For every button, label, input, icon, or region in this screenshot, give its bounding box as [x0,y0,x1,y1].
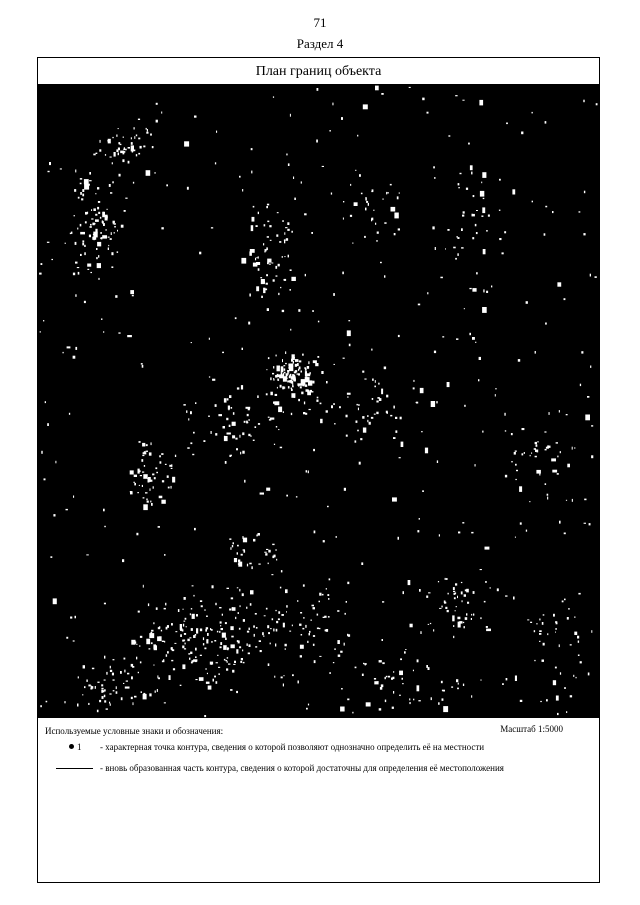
page-number: 71 [313,15,327,30]
section-title: Раздел 4 [296,36,344,51]
legend-header: Используемые условные знаки и обозначения: [45,726,224,736]
point-icon [69,742,82,753]
plan-frame [37,57,600,883]
map-noise-texture [38,85,599,718]
plan-title: План границ объекта [38,58,599,85]
legend-item-text: - характерная точка контура, сведения о которой позволяют однозначно определить её на местности [100,742,485,752]
scale-label: Масштаб 1:5000 [500,724,563,734]
line-icon [56,768,93,769]
point-number-label: 1 [77,742,82,752]
legend-symbol [42,763,94,774]
boundary-map-image [38,85,599,718]
legend-item-text: - вновь образованная часть контура, сведения о которой достаточны для определения её местоположения [100,763,504,773]
legend-symbol [42,742,94,753]
